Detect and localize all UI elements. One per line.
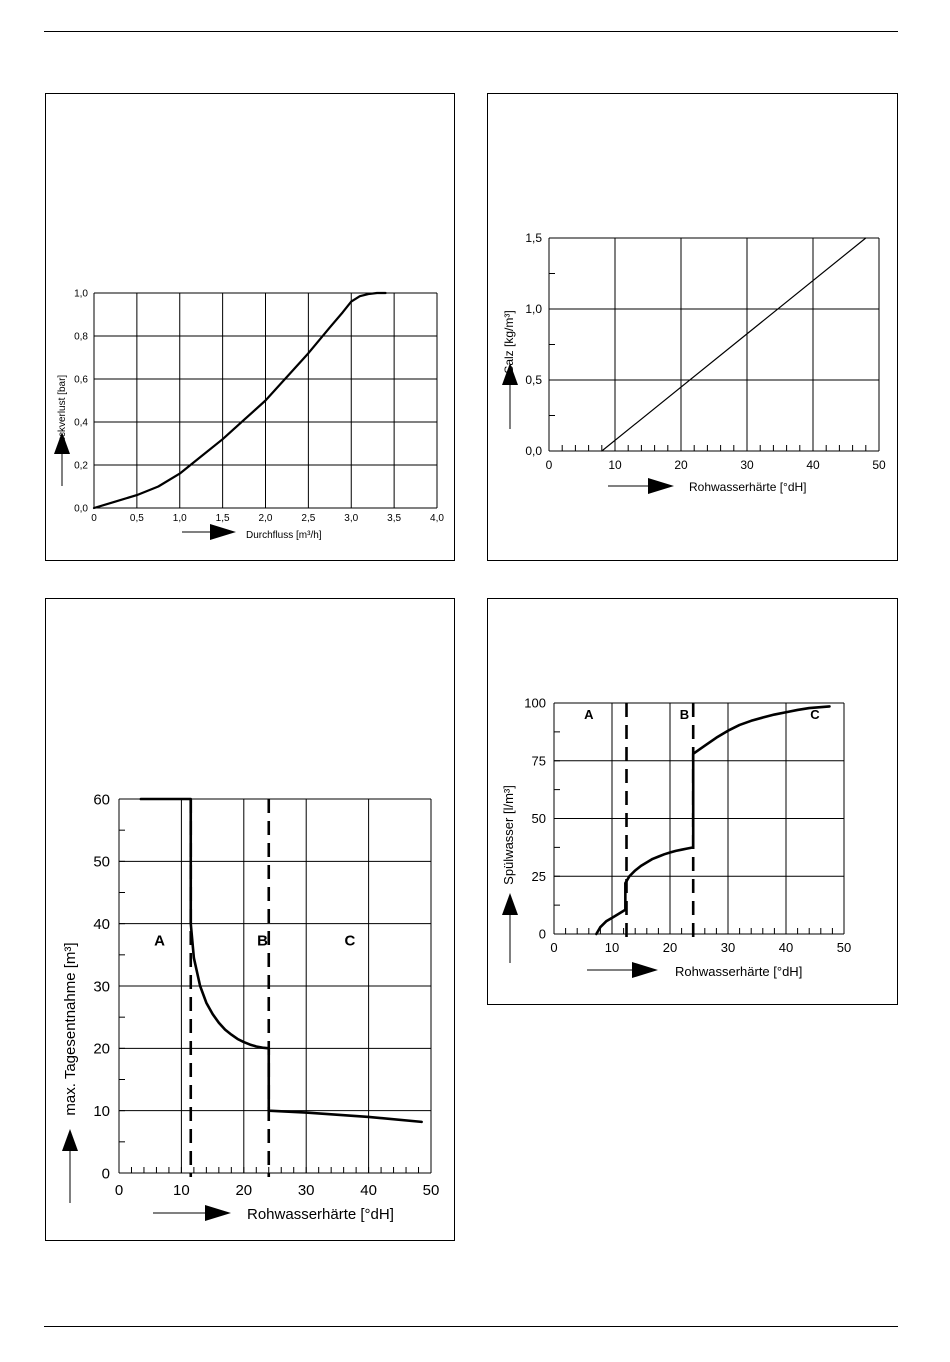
y-axis-label: Salz [kg/m³] xyxy=(502,310,516,374)
series-line xyxy=(602,238,866,451)
x-tick-label: 0 xyxy=(545,458,553,472)
series-line xyxy=(596,706,829,934)
y-tick-label: 50 xyxy=(531,811,546,827)
chart-salt xyxy=(488,94,899,562)
x-tick-label: 40 xyxy=(806,458,820,472)
x-tick-label: 0 xyxy=(550,940,558,955)
x-tick-label: 2,0 xyxy=(258,513,273,524)
grid xyxy=(549,238,879,451)
series-line xyxy=(94,293,386,508)
x-tick-label: 0 xyxy=(114,1182,124,1199)
x-tick-label: 30 xyxy=(720,940,736,955)
y-axis-arrow-icon xyxy=(62,1129,78,1151)
y-axis-label: max. Tagesentnahme [m³] xyxy=(62,942,79,1116)
bottom-rule xyxy=(44,1326,898,1327)
x-tick-label: 2,5 xyxy=(301,513,316,524)
chart-flush-water xyxy=(488,599,899,1006)
y-tick-label: 0,8 xyxy=(74,331,88,343)
y-tick-label: 0,6 xyxy=(74,374,88,386)
chart-panel-salt xyxy=(487,93,898,561)
chart-panel-daily-withdrawal xyxy=(45,598,455,1241)
zone-label-b: B xyxy=(257,932,268,950)
x-tick-label: 20 xyxy=(662,940,678,955)
x-axis-arrow-icon xyxy=(648,478,674,494)
x-tick-label: 20 xyxy=(235,1182,253,1199)
y-axis-label: Druckverlust [bar] xyxy=(57,374,68,454)
y-tick-label: 0,4 xyxy=(74,417,88,429)
x-tick-label: 50 xyxy=(872,458,886,472)
grid xyxy=(554,703,844,934)
x-axis-label: Rohwasserhärte [°dH] xyxy=(675,964,803,979)
x-tick-label: 50 xyxy=(836,940,852,955)
x-tick-label: 0,5 xyxy=(129,513,144,524)
y-tick-label: 0,0 xyxy=(74,503,88,515)
x-tick-label: 40 xyxy=(778,940,794,955)
x-axis-arrow-icon xyxy=(210,524,236,540)
zone-label-a: A xyxy=(154,932,165,950)
y-tick-label: 0,5 xyxy=(525,373,542,388)
y-tick-label: 40 xyxy=(93,915,110,933)
x-tick-label: 30 xyxy=(297,1182,315,1199)
x-axis-label: Durchfluss [m³/h] xyxy=(246,530,322,541)
y-tick-label: 100 xyxy=(524,695,546,711)
y-tick-label: 25 xyxy=(531,868,546,884)
x-tick-label: 30 xyxy=(740,458,754,472)
y-tick-label: 1,5 xyxy=(525,231,542,246)
y-tick-label: 10 xyxy=(93,1102,110,1120)
x-tick-label: 10 xyxy=(173,1182,190,1199)
x-tick-label: 1,0 xyxy=(172,513,187,524)
x-tick-label: 0 xyxy=(91,513,97,524)
y-tick-label: 0 xyxy=(538,926,546,942)
grid xyxy=(119,799,431,1173)
x-tick-label: 10 xyxy=(604,940,620,955)
x-tick-label: 3,0 xyxy=(344,513,359,524)
x-tick-label: 10 xyxy=(608,458,622,472)
y-tick-label: 30 xyxy=(93,978,110,996)
chart-daily-withdrawal xyxy=(46,599,456,1242)
y-tick-label: 0,2 xyxy=(74,460,88,472)
chart-panel-pressure-loss xyxy=(45,93,455,561)
x-axis-label: Rohwasserhärte [°dH] xyxy=(247,1206,394,1223)
y-axis-arrow-icon xyxy=(502,893,518,915)
chart-panel-flush-water xyxy=(487,598,898,1005)
y-tick-label: 1,0 xyxy=(74,288,88,300)
zone-label-c: C xyxy=(344,932,356,950)
series-line xyxy=(141,799,422,1122)
y-tick-label: 1,0 xyxy=(525,302,542,317)
x-tick-label: 50 xyxy=(422,1182,440,1199)
top-rule xyxy=(44,31,898,32)
x-tick-label: 40 xyxy=(360,1182,377,1199)
y-tick-label: 20 xyxy=(93,1040,110,1058)
x-axis-arrow-icon xyxy=(205,1205,231,1221)
x-tick-label: 3,5 xyxy=(387,513,402,524)
x-axis-label: Rohwasserhärte [°dH] xyxy=(689,480,807,494)
x-tick-label: 4,0 xyxy=(430,513,444,524)
y-tick-label: 75 xyxy=(531,753,546,769)
x-tick-label: 20 xyxy=(674,458,688,472)
y-axis-label: Spülwasser [l/m³] xyxy=(501,785,516,885)
y-tick-label: 50 xyxy=(93,853,110,871)
zone-label-a: A xyxy=(584,707,594,723)
zone-label-c: C xyxy=(810,707,820,723)
y-tick-label: 60 xyxy=(93,791,110,809)
x-tick-label: 1,5 xyxy=(215,513,230,524)
chart-pressure-loss xyxy=(46,94,456,562)
y-tick-label: 0,0 xyxy=(525,444,542,459)
zone-label-b: B xyxy=(679,707,690,723)
y-tick-label: 0 xyxy=(101,1165,110,1183)
x-axis-arrow-icon xyxy=(632,962,658,978)
